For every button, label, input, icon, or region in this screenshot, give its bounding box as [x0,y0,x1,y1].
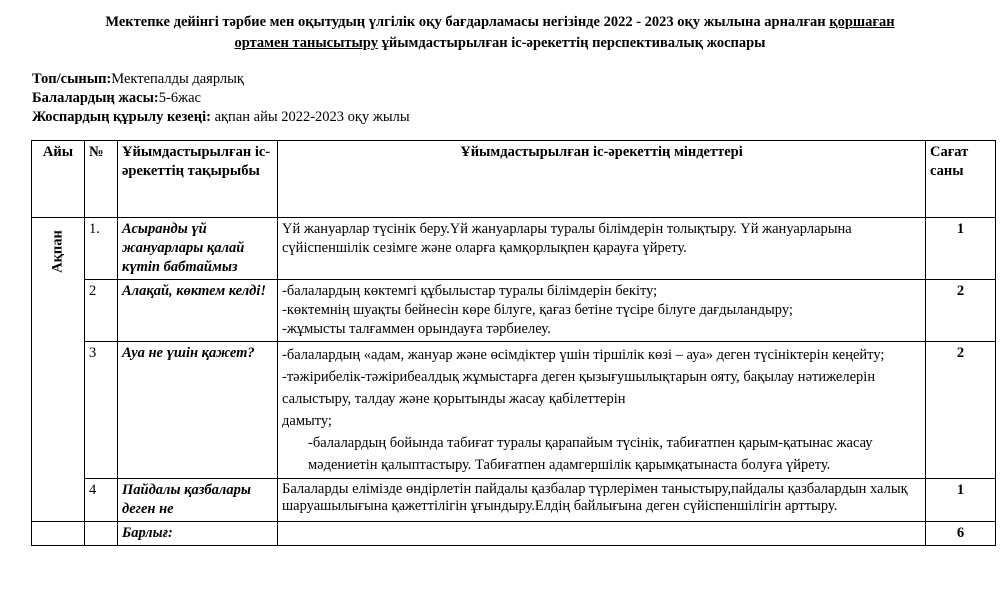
task-line: -жұмысты талғаммен орындауға тәрбиелеу. [282,321,551,337]
row-number: 1. [85,218,118,280]
title-underlined-2: ортамен танысытыру [234,35,378,51]
row-number: 2 [85,280,118,342]
table-row [32,280,996,342]
total-label: Барлығ: [118,522,278,546]
table-header-row [32,141,996,218]
total-empty-tasks [278,522,926,546]
row-topic: Пайдалы қазбалары деген не [118,479,278,522]
row-hours: 1 [926,479,996,522]
row-tasks [278,479,926,522]
table-row [32,218,996,280]
task-line: Үй жануарлар түсінік беру.Үй жануарлары туралы білімдерін толықтыру. Үй жануарларына сүйіспеншілік сезімге және оларға қамқорлықпен қарауға үйрету. [282,221,852,256]
group-value: Мектепалды даярлық [111,71,244,87]
row-tasks [278,342,926,479]
row-tasks [278,218,926,280]
plan-meta [32,70,410,127]
table-total-row [32,522,996,546]
header-number: № [85,141,118,218]
table-row [32,342,996,479]
group-label: Топ/сынып: [32,71,112,87]
row-topic: Алақай, көктем келді! [118,280,278,342]
title-underlined-1: қоршаған [829,14,895,30]
total-empty-number [85,522,118,546]
age-label: Балалардың жасы: [32,90,159,106]
task-line: -балалардың көктемгі құбылыстар туралы білімдерін бекіту; [282,283,658,299]
row-hours: 2 [926,280,996,342]
task-line: Балаларды елімізде өндірлетін пайдалы қазбалар түрлерімен таныстыру,пайдалы қазбалардын халық шаруашылығына қажеттілігін ұғындыру.Елдің байлығына деген сүйіспеншілігін арттыру. [282,481,908,514]
total-empty-month [32,522,85,546]
header-month: Айы [32,141,85,218]
row-hours: 1 [926,218,996,280]
task-line: -балалардың бойында табиғат туралы қарапайым түсінік, табиғатпен қарым-қатынас жасау мәдениетін қалыптастыру. Табиғатпен адамгершілік қарымқатынаста болуға үйрету. [308,435,873,473]
task-line: -тәжірибелік-тәжірибеалдық жұмыстарға деген қызығушылықтарын ояту, бақылау нәтижелерін салыстыру, талдау және қорытынды жасау қабілеттерін [282,369,876,407]
row-hours: 2 [926,342,996,479]
period-line [32,108,410,127]
period-label: Жоспардың құрылу кезеңі: [32,109,211,125]
age-value: 5-6жас [158,90,201,106]
header-hours: Сағат саны [926,141,996,218]
header-topic: Ұйымдастырылған іс-әрекеттің тақырыбы [118,141,278,218]
row-topic: Асыранды үй жануарлары қалай күтіп бабтаймыз [118,218,278,280]
age-line [32,89,410,108]
table-row [32,479,996,522]
title-text-1: Мектепке дейінгі тәрбие мен оқытудың үлгілік оқу бағдарламасы негізінде 2022 - 2023 оқу жылына арналған [105,14,830,30]
plan-table [31,140,996,546]
title-text-2: ұйымдастырылған іс-әрекеттің перспективалық жоспары [377,35,766,51]
row-topic: Ауа не үшін қажет? [118,342,278,479]
period-value: ақпан айы 2022-2023 оқу жылы [210,109,410,125]
row-tasks [278,280,926,342]
month-label: Ақпан [49,230,66,273]
row-number: 4 [85,479,118,522]
document-title [40,12,960,54]
month-cell [32,218,85,522]
row-number: 3 [85,342,118,479]
task-line: -балалардың «адам, жануар және өсімдіктер үшін тіршілік көзі – ауа» деген түсініктерін кеңейту; [282,347,885,363]
group-line [32,70,410,89]
task-line: дамыту; [282,413,332,429]
total-hours: 6 [926,522,996,546]
header-tasks: Ұйымдастырылған іс-әрекеттің міндеттері [278,141,926,218]
task-line: -көктемнің шуақты бейнесін көре білуге, қағаз бетіне түсіре білуге дағдыландыру; [282,302,793,318]
